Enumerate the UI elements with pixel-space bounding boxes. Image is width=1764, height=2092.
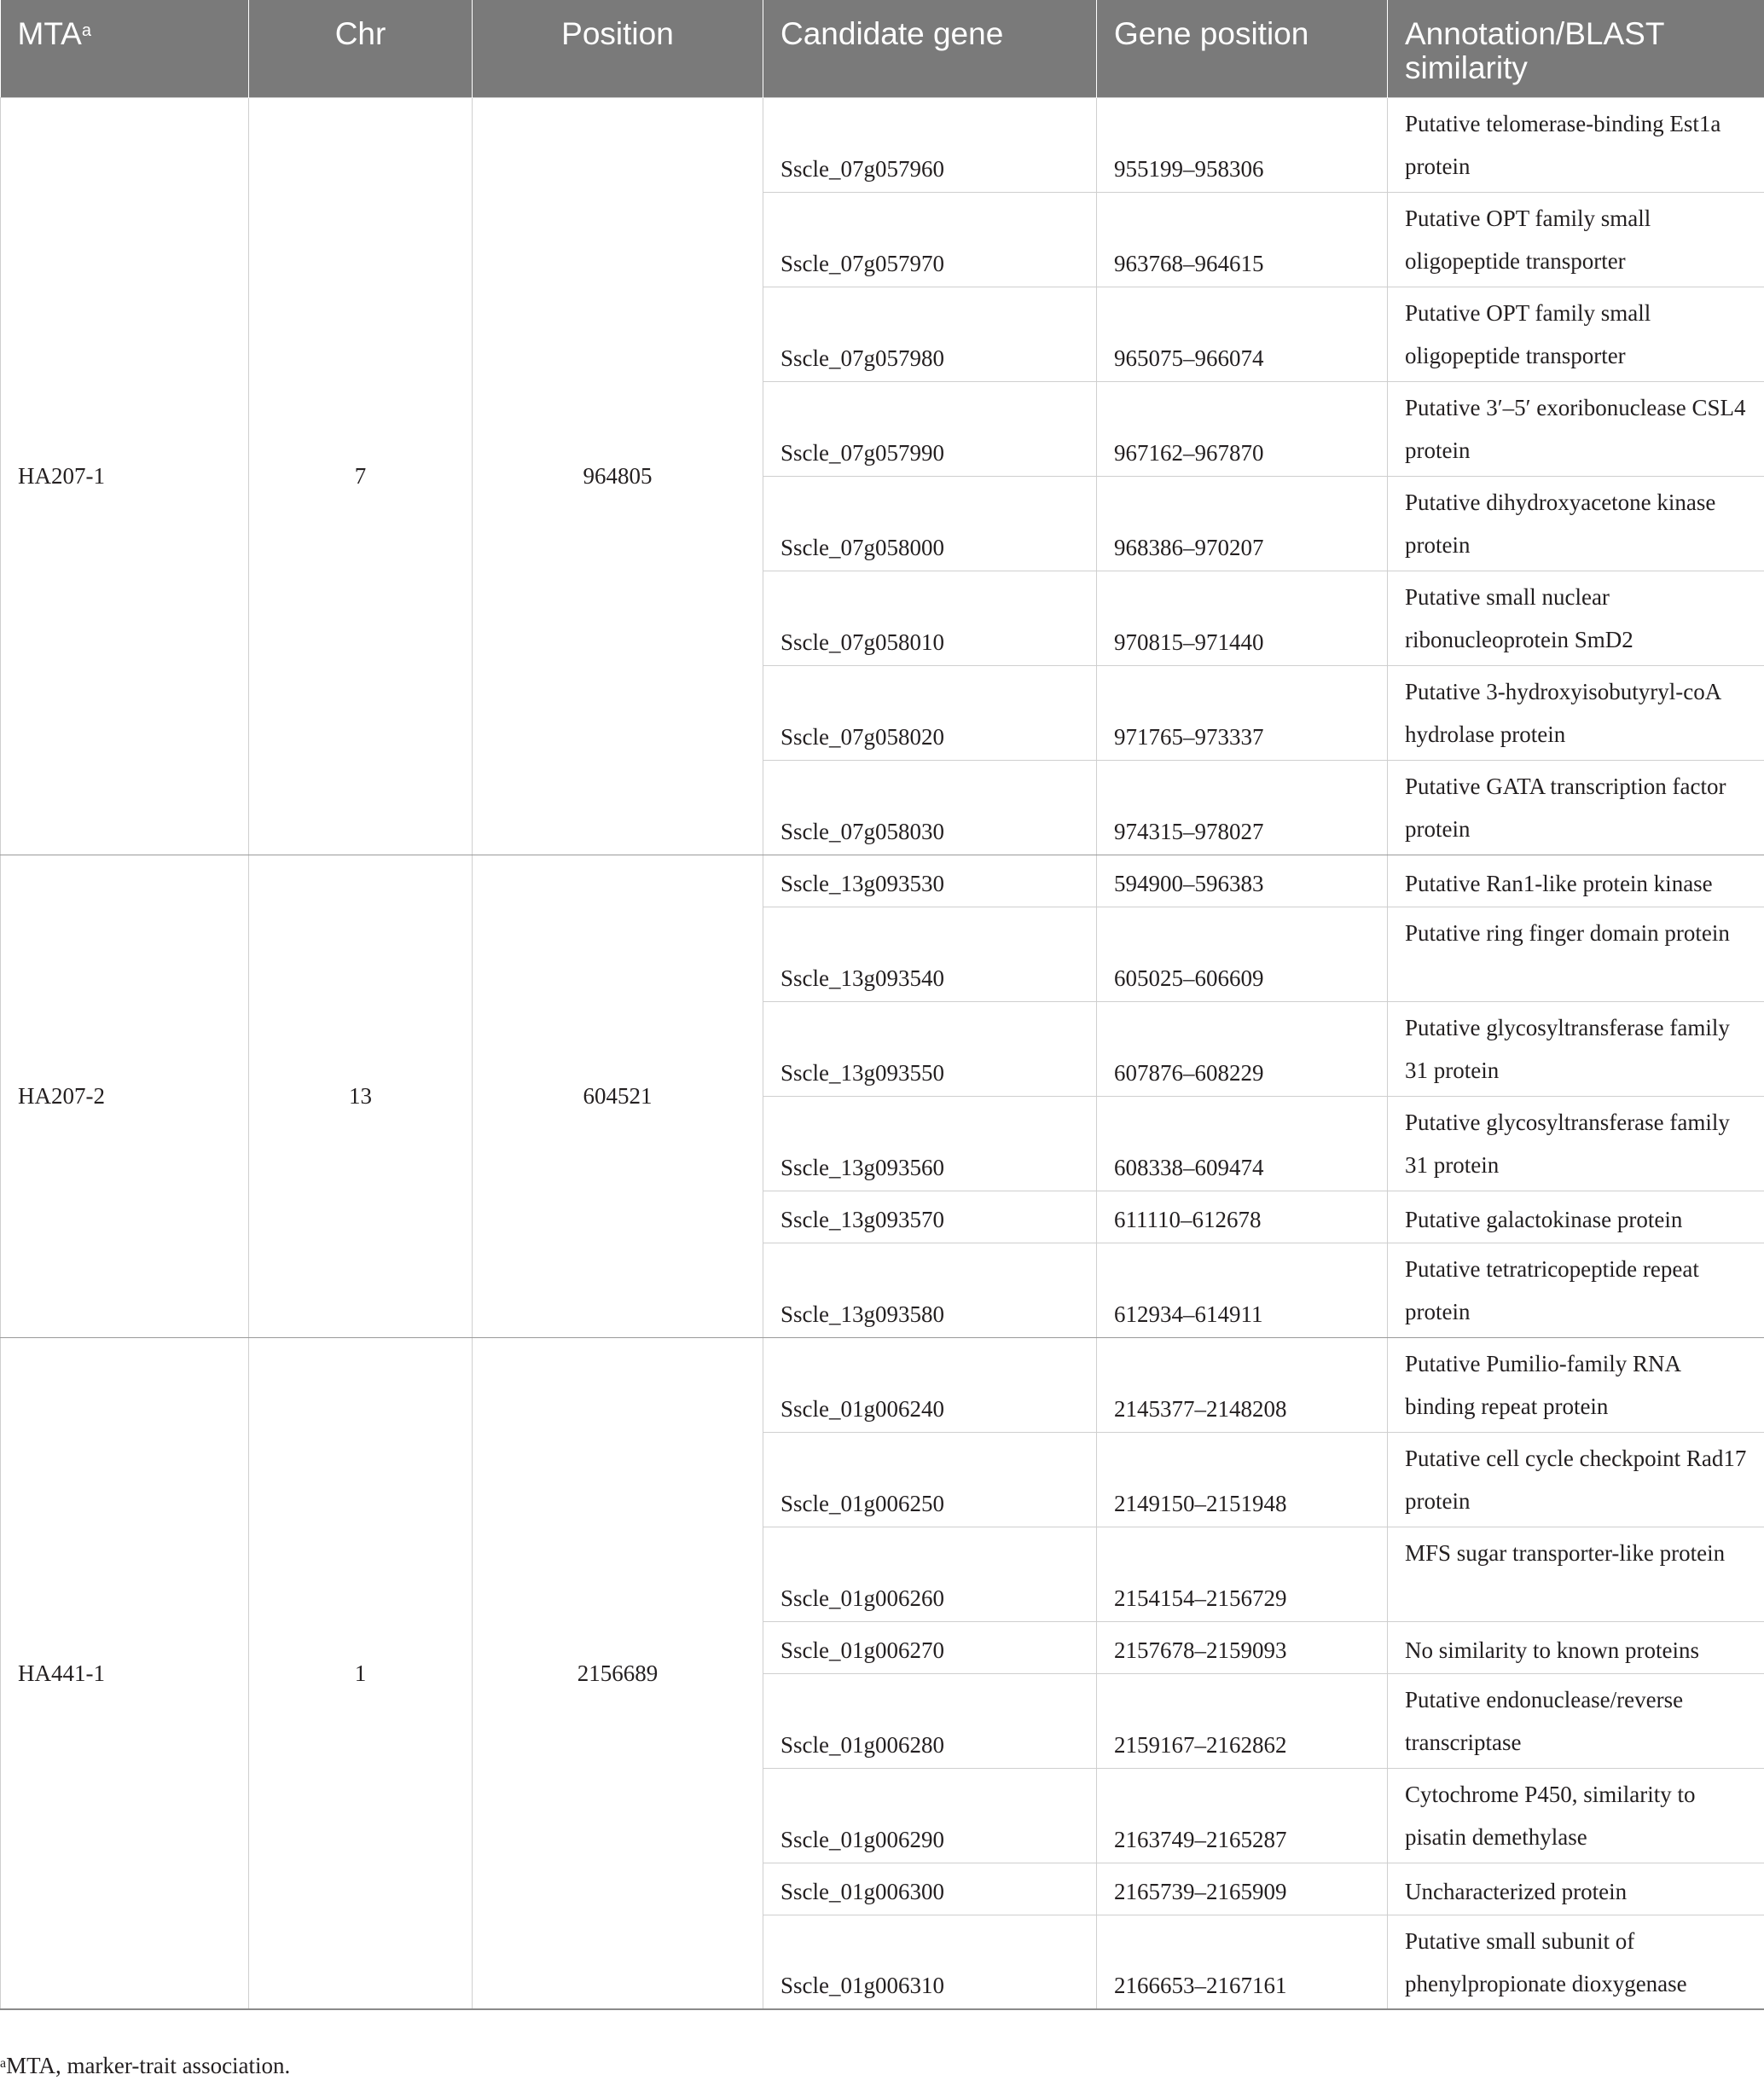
cell-annotation: Putative small nuclear ribonucleoprotein SmD2 [1388,571,1764,665]
cell-gene-position: 965075–966074 [1097,287,1388,381]
cell-gene-position: 968386–970207 [1097,476,1388,571]
cell-annotation: Putative GATA transcription factor protein [1388,760,1764,855]
cell-position: 604521 [473,855,763,1337]
cell-annotation: Putative glycosyltransferase family 31 protein [1388,1096,1764,1191]
table-row [1,855,1764,907]
cell-annotation: Putative glycosyltransferase family 31 protein [1388,1001,1764,1096]
cell-annotation: Putative ring finger domain protein [1388,907,1764,1001]
cell-candidate-gene: Sscle_13g093570 [763,1191,1097,1243]
cell-gene-position: 967162–967870 [1097,381,1388,476]
cell-position: 964805 [473,97,763,855]
cell-candidate-gene: Sscle_01g006300 [763,1863,1097,1915]
cell-candidate-gene: Sscle_13g093580 [763,1243,1097,1337]
table-body [1,97,1764,2009]
cell-chr: 1 [249,1337,473,2009]
cell-mta: HA207-1 [1,97,249,855]
cell-annotation: MFS sugar transporter-like protein [1388,1527,1764,1621]
cell-gene-position: 594900–596383 [1097,855,1388,907]
cell-gene-position: 608338–609474 [1097,1096,1388,1191]
cell-gene-position: 955199–958306 [1097,97,1388,192]
cell-gene-position: 970815–971440 [1097,571,1388,665]
cell-gene-position: 612934–614911 [1097,1243,1388,1337]
table-row [1,1337,1764,1432]
header-annotation: Annotation/BLAST similarity [1388,0,1764,97]
cell-gene-position: 2163749–2165287 [1097,1768,1388,1863]
cell-candidate-gene: Sscle_01g006290 [763,1768,1097,1863]
cell-gene-position: 2166653–2167161 [1097,1915,1388,2009]
cell-gene-position: 963768–964615 [1097,192,1388,287]
cell-chr: 7 [249,97,473,855]
cell-candidate-gene: Sscle_07g058000 [763,476,1097,571]
cell-mta: HA441-1 [1,1337,249,2009]
cell-annotation: Putative tetratricopeptide repeat protein [1388,1243,1764,1337]
cell-annotation: Putative 3-hydroxyisobutyryl-coA hydrolase protein [1388,665,1764,760]
table-row [1,97,1764,192]
cell-annotation: Cytochrome P450, similarity to pisatin demethylase [1388,1768,1764,1863]
cell-gene-position: 2165739–2165909 [1097,1863,1388,1915]
cell-gene-position: 607876–608229 [1097,1001,1388,1096]
cell-candidate-gene: Sscle_07g058030 [763,760,1097,855]
cell-gene-position: 2159167–2162862 [1097,1673,1388,1768]
cell-annotation: Putative 3′–5′ exoribonuclease CSL4 protein [1388,381,1764,476]
cell-candidate-gene: Sscle_07g057980 [763,287,1097,381]
cell-candidate-gene: Sscle_01g006310 [763,1915,1097,2009]
cell-annotation: No similarity to known proteins [1388,1621,1764,1673]
header-candidate-gene: Candidate gene [763,0,1097,97]
cell-candidate-gene: Sscle_07g057970 [763,192,1097,287]
cell-candidate-gene: Sscle_07g057990 [763,381,1097,476]
cell-candidate-gene: Sscle_13g093540 [763,907,1097,1001]
cell-gene-position: 2157678–2159093 [1097,1621,1388,1673]
cell-chr: 13 [249,855,473,1337]
cell-gene-position: 974315–978027 [1097,760,1388,855]
cell-annotation: Putative galactokinase protein [1388,1191,1764,1243]
cell-candidate-gene: Sscle_07g057960 [763,97,1097,192]
cell-annotation: Putative dihydroxyacetone kinase protein [1388,476,1764,571]
cell-mta: HA207-2 [1,855,249,1337]
cell-position: 2156689 [473,1337,763,2009]
cell-annotation: Putative small subunit of phenylpropionate dioxygenase [1388,1915,1764,2009]
cell-candidate-gene: Sscle_01g006270 [763,1621,1097,1673]
cell-annotation: Putative Pumilio-family RNA binding repeat protein [1388,1337,1764,1432]
cell-candidate-gene: Sscle_13g093530 [763,855,1097,907]
cell-candidate-gene: Sscle_01g006250 [763,1432,1097,1527]
cell-annotation: Putative cell cycle checkpoint Rad17 protein [1388,1432,1764,1527]
cell-annotation: Uncharacterized protein [1388,1863,1764,1915]
cell-candidate-gene: Sscle_07g058010 [763,571,1097,665]
header-chr: Chr [249,0,473,97]
cell-annotation: Putative telomerase-binding Est1a protein [1388,97,1764,192]
cell-gene-position: 2149150–2151948 [1097,1432,1388,1527]
cell-candidate-gene: Sscle_01g006260 [763,1527,1097,1621]
cell-gene-position: 605025–606609 [1097,907,1388,1001]
cell-candidate-gene: Sscle_07g058020 [763,665,1097,760]
cell-candidate-gene: Sscle_13g093560 [763,1096,1097,1191]
cell-candidate-gene: Sscle_01g006240 [763,1337,1097,1432]
header-gene-position: Gene position [1097,0,1388,97]
cell-gene-position: 611110–612678 [1097,1191,1388,1243]
table-footnote: $^a$MTA, marker-trait association. [0,2053,291,2078]
cell-gene-position: 971765–973337 [1097,665,1388,760]
cell-gene-position: 2154154–2156729 [1097,1527,1388,1621]
table-header [1,0,1764,97]
cell-annotation: Putative endonuclease/reverse transcriptase [1388,1673,1764,1768]
cell-candidate-gene: Sscle_01g006280 [763,1673,1097,1768]
cell-annotation: Putative OPT family small oligopeptide transporter [1388,192,1764,287]
header-mta: MTA$^a$ [1,0,249,97]
cell-gene-position: 2145377–2148208 [1097,1337,1388,1432]
cell-candidate-gene: Sscle_13g093550 [763,1001,1097,1096]
cell-annotation: Putative OPT family small oligopeptide transporter [1388,287,1764,381]
cell-annotation: Putative Ran1-like protein kinase [1388,855,1764,907]
header-position: Position [473,0,763,97]
